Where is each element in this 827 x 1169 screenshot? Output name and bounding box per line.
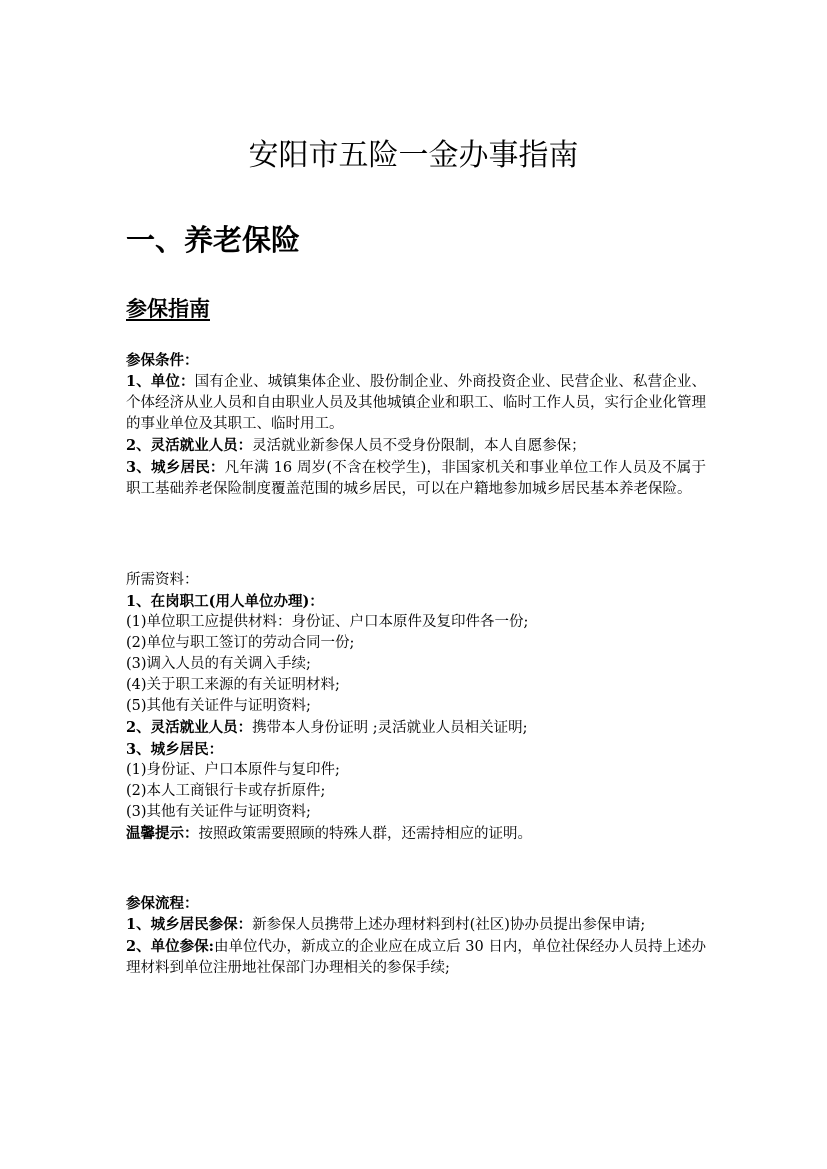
employee-material-item: (2)单位与职工签订的劳动合同一份; <box>126 635 355 651</box>
conditions-label: 参保条件： <box>126 352 199 369</box>
condition-text: 国有企业、城镇集体企业、股份制企业、外商投资企业、民营企业、私营企业、个体经济从业人员和自由职业人员及其他城镇企业和职工、临时工作人员，实行企业化管理的事业单位及其职工、临时用工。 <box>126 374 706 432</box>
process-text: 由单位代办，新成立的企业应在成立后 30 日内，单位社保经办人员持上述办理材料到单位注册地社保部门办理相关的参保手续; <box>126 939 706 976</box>
condition-text: 灵活就业新参保人员不受身份限制，本人自愿参保； <box>252 438 586 454</box>
condition-lead: 2、灵活就业人员： <box>126 437 253 454</box>
resident-lead: 3、城乡居民： <box>126 741 224 758</box>
tip-text: 按照政策需要照顾的特殊人群，还需持相应的证明。 <box>198 826 532 842</box>
employee-material-item: (3)调入人员的有关调入手续; <box>126 656 311 672</box>
employee-lead: 1、在岗职工(用人单位办理)： <box>126 593 324 610</box>
process-section <box>126 893 706 979</box>
flexible-material-item <box>126 717 706 739</box>
tip <box>126 823 706 845</box>
condition-item <box>126 435 706 457</box>
process-item <box>126 936 706 979</box>
process-text: 新参保人员携带上述办理材料到村(社区)协办员提出参保申请; <box>252 917 646 933</box>
section-heading: 一、养老保险 <box>126 223 301 257</box>
condition-text: 凡年满 16 周岁(不含在校学生)，非国家机关和事业单位工作人员及不属于职工基础养老保险制度覆盖范围的城乡居民，可以在户籍地参加城乡居民基本养老保险。 <box>126 460 706 497</box>
condition-lead: 3、城乡居民： <box>126 459 225 476</box>
document-title: 安阳市五险一金办事指南 <box>248 138 579 173</box>
flexible-text: 携带本人身份证明 ;灵活就业人员相关证明; <box>252 720 528 736</box>
process-lead: 2、单位参保: <box>126 938 214 955</box>
flexible-lead: 2、灵活就业人员： <box>126 719 253 736</box>
materials-section <box>126 570 706 845</box>
tip-lead: 温馨提示： <box>126 825 199 842</box>
condition-lead: 1、单位： <box>126 373 195 390</box>
subsection-heading: 参保指南 <box>126 296 210 321</box>
resident-material-item: (1)身份证、户口本原件与复印件; <box>126 762 340 778</box>
process-item <box>126 914 706 936</box>
conditions-section <box>126 350 706 500</box>
process-lead: 1、城乡居民参保： <box>126 916 253 933</box>
process-label: 参保流程： <box>126 895 199 912</box>
employee-material-item: (1)单位职工应提供材料：身份证、户口本原件及复印件各一份; <box>126 614 529 630</box>
employee-material-item: (4)关于职工来源的有关证明材料; <box>126 677 340 693</box>
employee-material-item: (5)其他有关证件与证明资料; <box>126 698 311 714</box>
materials-label: 所需资料： <box>126 572 199 588</box>
resident-material-item: (2)本人工商银行卡或存折原件; <box>126 783 326 799</box>
resident-material-item: (3)其他有关证件与证明资料; <box>126 804 311 820</box>
condition-item <box>126 371 706 435</box>
condition-item <box>126 457 706 500</box>
